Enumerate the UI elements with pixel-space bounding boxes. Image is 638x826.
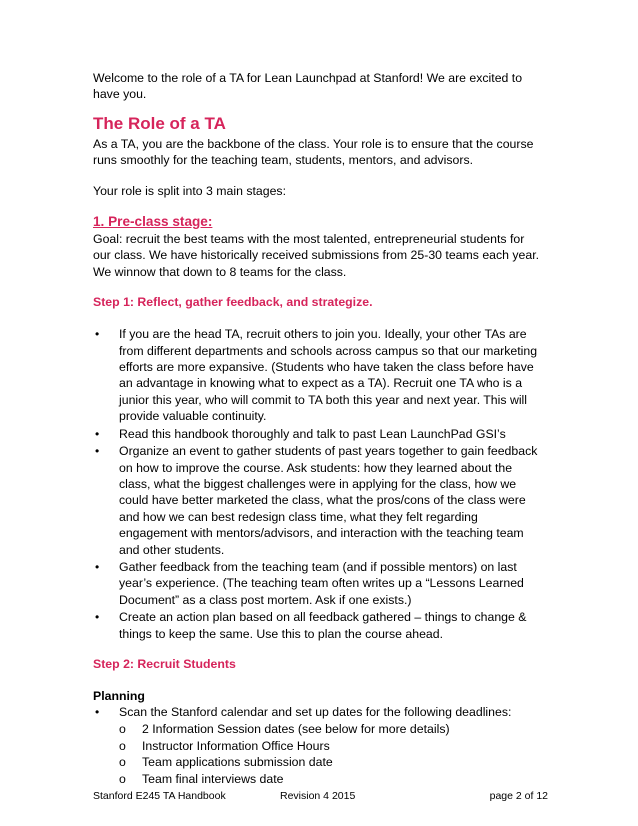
list-item [93, 609, 543, 642]
bullet-icon: • [95, 444, 100, 459]
list-item [93, 559, 543, 608]
list-item-text: Scan the Stanford calendar and set up dates for the following deadlines: [119, 704, 512, 719]
step2-heading: Step 2: Recruit Students [93, 656, 236, 671]
circle-bullet-icon: o [119, 771, 126, 786]
list-item-text: Create an action plan based on all feedback gathered – things to change & things to keep the same. Use this to plan the course ahead. [119, 610, 527, 641]
deadline-sub-list [93, 721, 543, 787]
role-paragraph: As a TA, you are the backbone of the class. Your role is to ensure that the course runs smoothly for the teaching team, students, mentors, and advisors. [93, 136, 534, 168]
step2-bullet-list [93, 704, 543, 720]
planning-heading: Planning [93, 688, 145, 703]
bullet-icon: • [95, 426, 100, 441]
preclass-heading: 1. Pre-class stage: [93, 214, 213, 230]
sub-list-item [93, 754, 543, 770]
preclass-goal-paragraph: Goal: recruit the best teams with the most talented, entrepreneurial students for our class. We have historically received submissions from 25-30 teams each year. We winnow that down to 8 teams for the class. [93, 232, 540, 279]
circle-bullet-icon: o [119, 722, 126, 737]
sub-list-item [93, 771, 543, 787]
step1-bullet-list [93, 326, 543, 642]
intro-paragraph: Welcome to the role of a TA for Lean Launchpad at Stanford! We are excited to have you. [93, 71, 523, 102]
footer-page-number: page 2 of 12 [489, 790, 548, 802]
step1-heading: Step 1: Reflect, gather feedback, and strategize. [93, 295, 373, 310]
sub-list-item-text: Instructor Information Office Hours [142, 738, 330, 753]
list-item-text: If you are the head TA, recruit others to join you. Ideally, your other TAs are from different departments and schools across campus so that our marketing efforts are more expansive. (Students who have taken the class before have an advantage in knowing what to expect as a TA). Recruit one TA who is a junior this year, who will commit to TA both this year and next year. This will provide valuable continuity. [119, 327, 538, 424]
list-item [93, 443, 543, 558]
list-item [93, 704, 543, 720]
sub-list-item [93, 721, 543, 737]
bullet-icon: • [95, 327, 100, 342]
list-item [93, 326, 543, 424]
bullet-icon: • [95, 704, 100, 719]
footer-revision: Revision 4 2015 [280, 790, 356, 802]
bullet-icon: • [95, 559, 100, 574]
role-heading: The Role of a TA [93, 113, 226, 133]
sub-list-item [93, 738, 543, 754]
stages-paragraph: Your role is split into 3 main stages: [93, 183, 286, 198]
list-item-text: Gather feedback from the teaching team (and if possible mentors) on last year’s experience. (The teaching team often writes up a “Lessons Learned Document” as a class post mortem. Ask if one exists.) [119, 559, 524, 607]
sub-list-item-text: Team applications submission date [142, 755, 333, 770]
list-item-text: Organize an event to gather students of past years together to gain feedback on how to improve the course. Ask students: how they learned about the class, what the biggest challenges were in applying for the class, how we could have better marketed the class, what the pros/cons of the class were and how we can best redesign class time, what they felt regarding engagement with mentors/advisors, and interaction with the teaching team and other students. [119, 444, 538, 557]
page-body [93, 70, 543, 787]
circle-bullet-icon: o [119, 738, 126, 753]
list-item-text: Read this handbook thoroughly and talk to past Lean LaunchPad GSI’s [119, 426, 506, 441]
list-item [93, 426, 543, 442]
circle-bullet-icon: o [119, 755, 126, 770]
footer-title: Stanford E245 TA Handbook [93, 790, 226, 802]
bullet-icon: • [95, 610, 100, 625]
sub-list-item-text: 2 Information Session dates (see below for more details) [142, 722, 450, 737]
sub-list-item-text: Team final interviews date [142, 771, 284, 786]
